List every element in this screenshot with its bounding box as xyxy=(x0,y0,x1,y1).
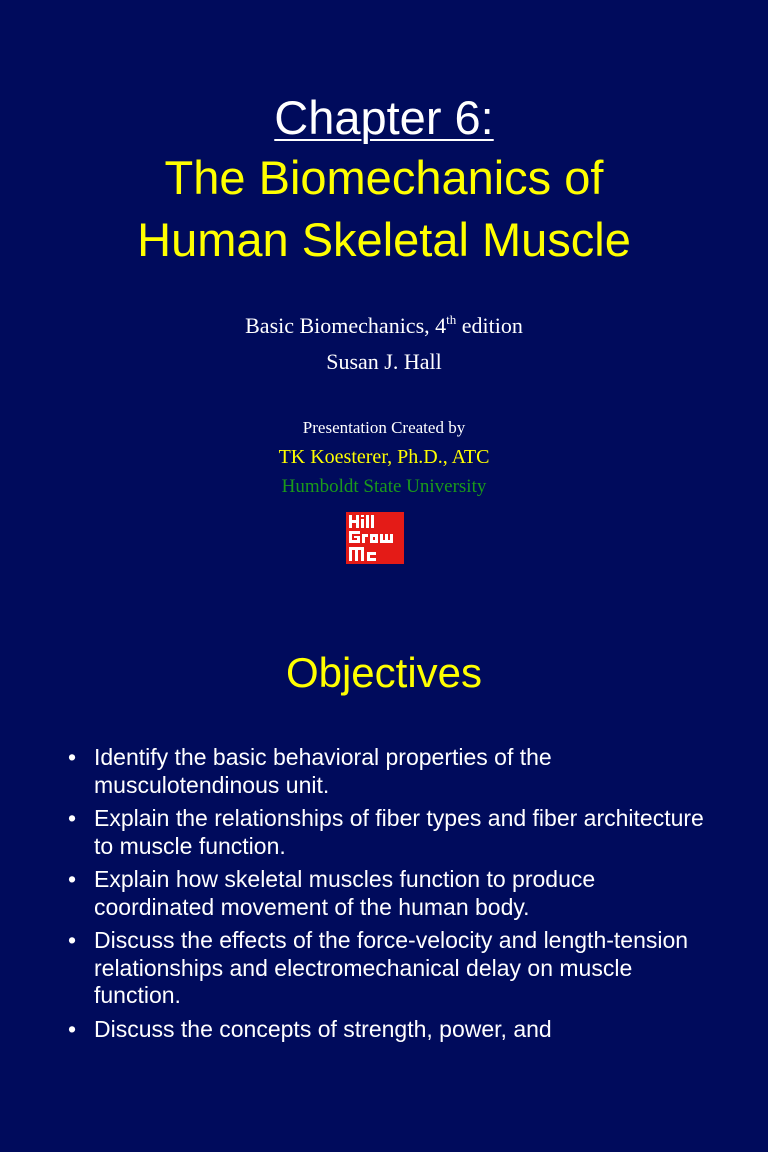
book-name: Basic Biomechanics, 4 xyxy=(245,313,447,338)
list-item xyxy=(68,805,708,860)
list-item xyxy=(68,744,708,799)
bullet-icon: • xyxy=(68,744,77,770)
list-item xyxy=(68,866,708,921)
mcgraw-hill-logo-icon xyxy=(346,512,404,564)
logo-row-mc xyxy=(349,547,376,561)
logo-row-hill xyxy=(349,515,374,528)
mcgraw-hill-logo-graphic xyxy=(346,512,404,564)
bullet-icon: • xyxy=(68,866,77,892)
logo-row-graw xyxy=(349,531,393,543)
objective-text: Discuss the concepts of strength, power, and xyxy=(94,1015,552,1042)
presenter-name: TK Koesterer, Ph.D., ATC xyxy=(278,446,490,468)
objective-text: Explain how skeletal muscles function to produce coordinated movement of the human body. xyxy=(94,866,596,920)
edition-superscript: th xyxy=(446,312,457,327)
edition-label: edition xyxy=(456,313,523,338)
objective-text: Discuss the effects of the force-velocity and length-tension relationships and electromechanical delay on muscle function. xyxy=(94,927,689,1008)
list-item xyxy=(68,927,708,1010)
list-item xyxy=(68,1016,708,1044)
university-name: Humboldt State University xyxy=(281,476,487,497)
objective-text: Explain the relationships of fiber types and fiber architecture to muscle function. xyxy=(94,805,704,859)
chapter-heading: Chapter 6: xyxy=(274,91,494,144)
title-line-2: Human Skeletal Muscle xyxy=(137,213,631,266)
bullet-icon: • xyxy=(68,927,77,953)
title-line-1: The Biomechanics of xyxy=(164,151,604,204)
objectives-heading: Objectives xyxy=(285,649,483,696)
objectives-list xyxy=(68,744,708,1049)
book-edition xyxy=(0,311,768,341)
book-author: Susan J. Hall xyxy=(326,349,442,374)
created-by-label: Presentation Created by xyxy=(302,418,466,437)
objectives-slide xyxy=(0,576,768,1152)
bullet-icon: • xyxy=(68,805,77,831)
bullet-icon: • xyxy=(68,1015,77,1042)
objective-text: Identify the basic behavioral properties of the musculotendinous unit. xyxy=(94,744,552,798)
